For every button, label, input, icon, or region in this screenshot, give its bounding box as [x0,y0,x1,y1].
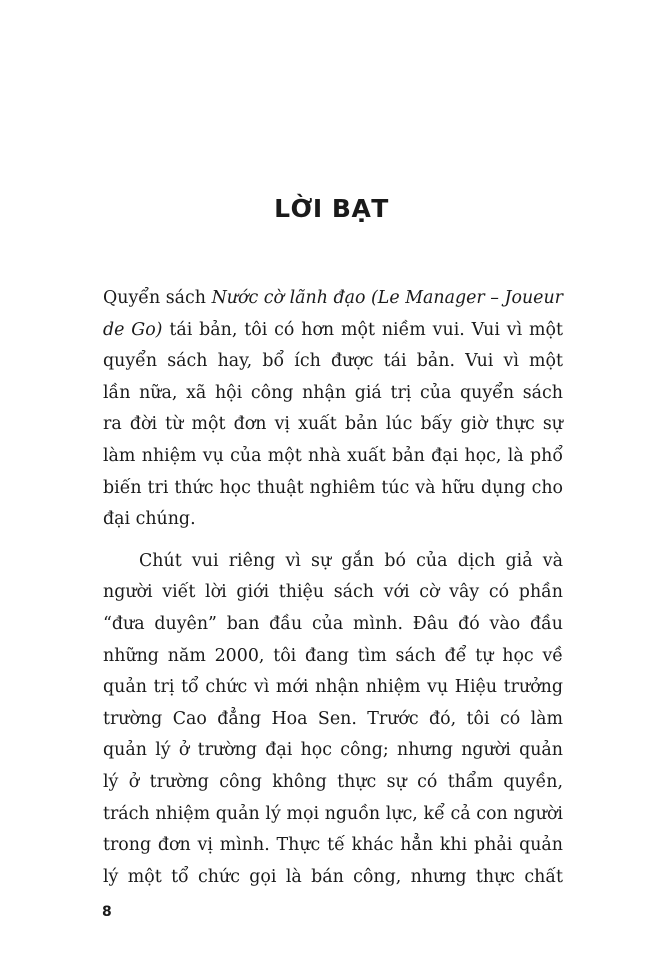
text-line: lý một tổ chức gọi là bán công, nhưng thực chất [103,866,563,887]
text-line: lần nữa, xã hội công nhận giá trị của quyển sách [103,382,563,403]
text-line: trách nhiệm quản lý mọi nguồn lực, kể cả con người [103,803,563,824]
text-line: đại chúng. [103,509,196,530]
text-line: Chút vui riêng vì sự gắn bó của dịch giả và [139,550,563,571]
text-line [103,283,563,315]
paragraph-1 [103,283,563,536]
text-line: làm nhiệm vụ của một nhà xuất bản đại học, là phổ [103,445,563,466]
text-line: lý ở trường công không thực sự có thẩm quyền, [103,771,563,792]
text-run: Quyển sách [103,288,212,308]
text-run: tái bản, tôi có hơn một niềm vui. Vui vì một [162,319,563,340]
chapter-heading: LỜI BẠT [274,194,389,223]
text-line: “đưa duyên” ban đầu của mình. Đâu đó vào đầu [103,613,563,634]
book-title-italic: de Go) [103,319,163,340]
text-line: quản trị tổ chức vì mới nhận nhiệm vụ Hiệu trưởng [103,677,563,698]
text-line: quản lý ở trường đại học công; nhưng người quản [103,740,563,761]
text-line: quyển sách hay, bổ ích được tái bản. Vui vì một [103,351,563,372]
text-line: biến tri thức học thuật nghiêm túc và hữu dụng cho [103,477,563,498]
page-number: 8 [102,904,112,920]
text-line [103,315,563,347]
book-title-italic: Nước cờ lãnh đạo (Le Manager – Joueur [211,288,563,308]
paragraph-2 [103,546,563,894]
text-line: người viết lời giới thiệu sách với cờ vây có phần [103,582,563,603]
text-line: trong đơn vị mình. Thực tế khác hẳn khi phải quản [103,835,563,856]
text-line: ra đời từ một đơn vị xuất bản lúc bấy giờ thực sự [103,414,563,435]
text-line: những năm 2000, tôi đang tìm sách để tự học về [103,645,563,666]
body-text [103,283,563,893]
text-line: trường Cao đẳng Hoa Sen. Trước đó, tôi có làm [103,708,563,729]
